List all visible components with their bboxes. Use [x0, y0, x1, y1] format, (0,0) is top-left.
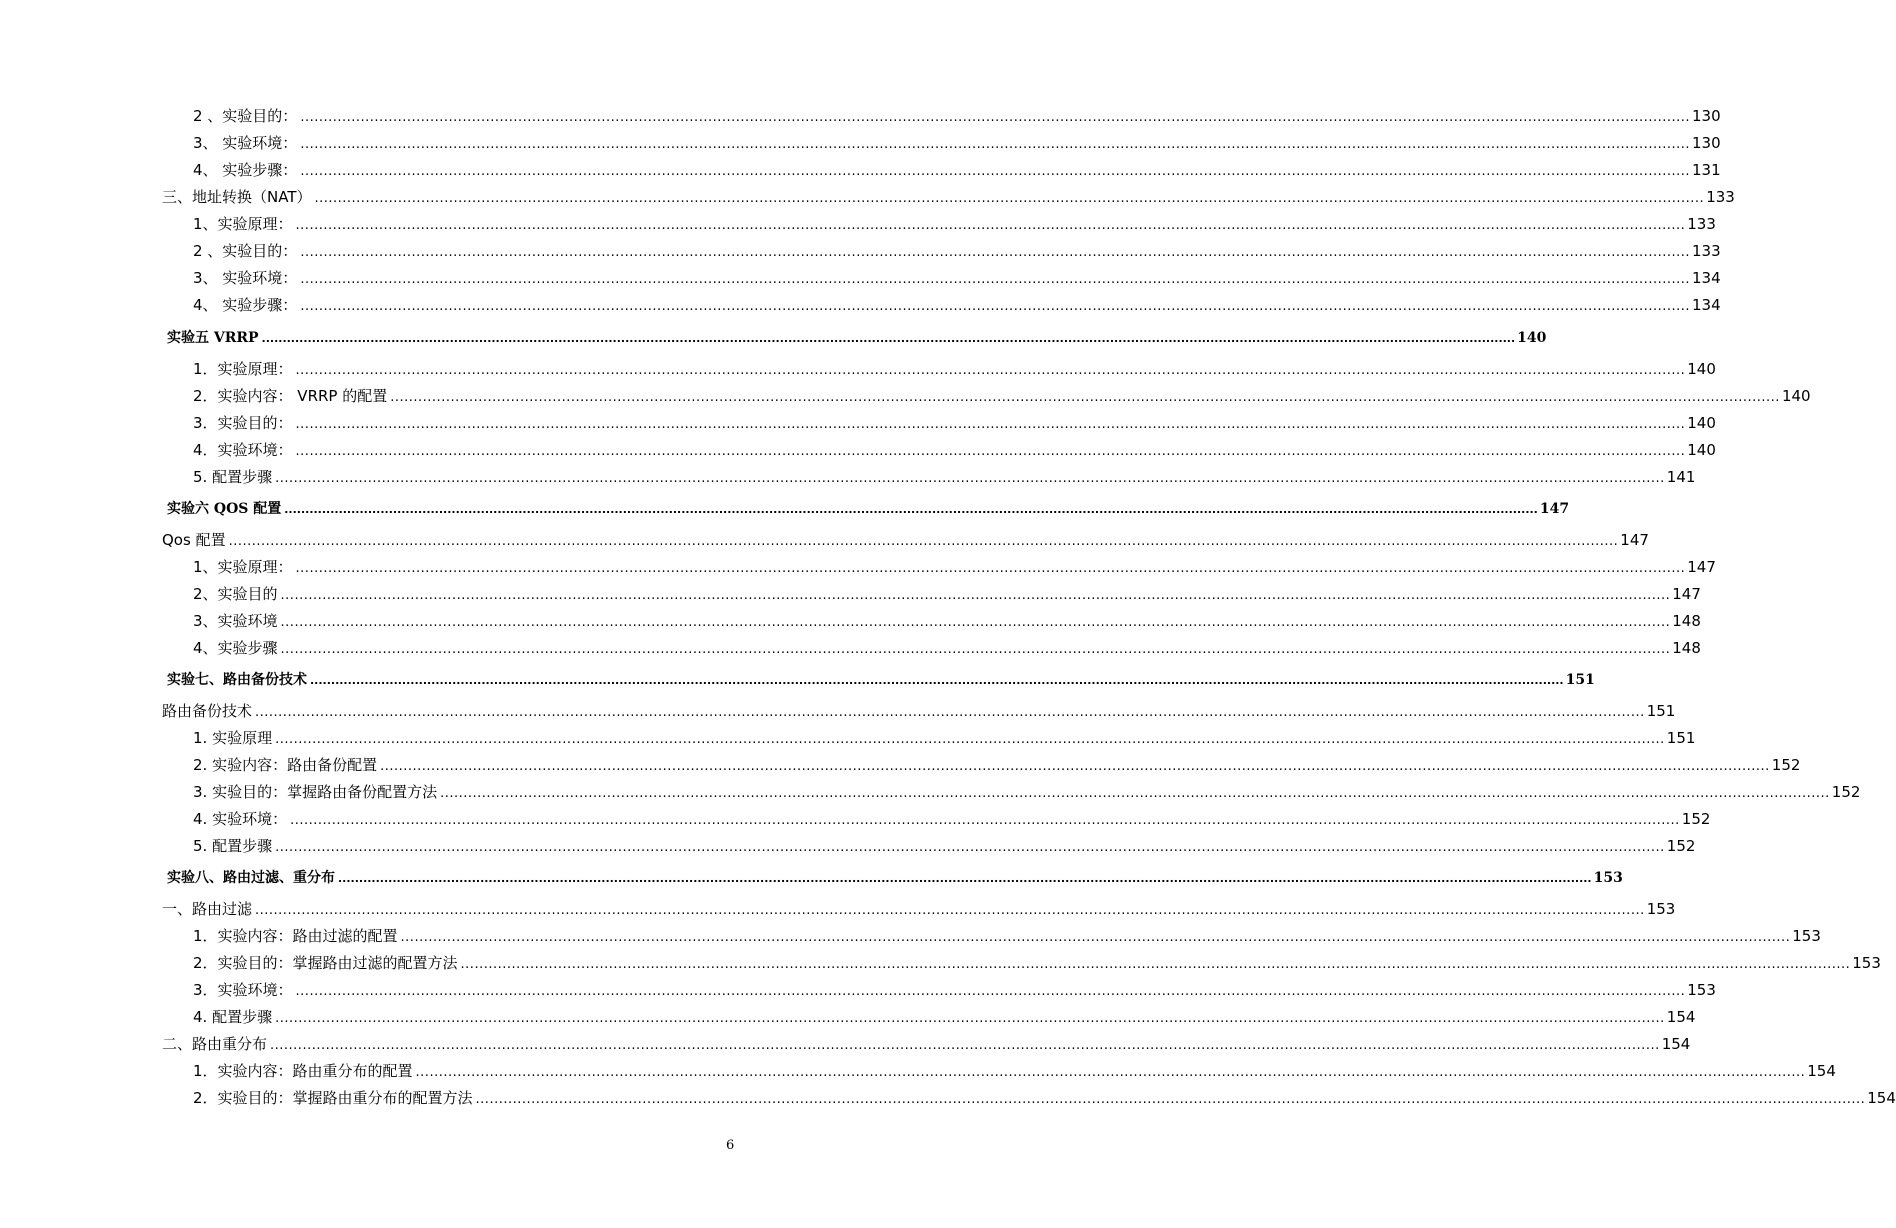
dot-leader: ............................................................................................................................................................................................................................................................................................................	[255, 903, 1645, 918]
dot-leader: ............................................................................................................................................................................................................................................................................................................	[460, 957, 1851, 972]
toc-entry-page: 152	[1831, 783, 1861, 801]
dot-leader: ............................................................................................................................................................................................................................................................................................................	[280, 615, 1671, 630]
toc-section[interactable]	[162, 530, 1649, 550]
toc-chapter[interactable]	[167, 670, 1595, 690]
toc-entry-page: 154	[1867, 1089, 1896, 1107]
toc-entry-title: 实验七、路由备份技术	[167, 672, 307, 688]
toc-entry-page: 130	[1692, 107, 1721, 125]
toc-entry-page: 133	[1692, 242, 1721, 260]
dot-leader: ............................................................................................................................................................................................................................................................................................................	[310, 674, 1564, 687]
toc-entry-page: 134	[1692, 269, 1721, 287]
toc-entry-title: Qos 配置	[162, 531, 226, 549]
dot-leader: ............................................................................................................................................................................................................................................................................................................	[475, 1092, 1866, 1107]
toc-entry-title: 1．实验内容：路由过滤的配置	[193, 927, 398, 945]
toc-entry-title: 4、实验步骤	[193, 639, 278, 657]
dot-leader: ............................................................................................................................................................................................................................................................................................................	[338, 872, 1592, 885]
toc-subsection[interactable]	[193, 809, 1711, 829]
toc-subsection[interactable]	[193, 160, 1721, 180]
toc-entry-title: 1、实验原理：	[193, 558, 293, 576]
dot-leader: ............................................................................................................................................................................................................................................................................................................	[295, 984, 1686, 999]
toc-subsection[interactable]	[193, 106, 1721, 126]
toc-entry-title: 5. 配置步骤	[193, 837, 273, 855]
toc-section[interactable]	[162, 899, 1676, 919]
dot-leader: ............................................................................................................................................................................................................................................................................................................	[275, 1011, 1665, 1026]
toc-subsection[interactable]	[193, 1061, 1836, 1081]
toc-entry-page: 140	[1517, 330, 1547, 346]
toc-subsection[interactable]	[193, 386, 1811, 406]
toc-entry-page: 153	[1852, 954, 1881, 972]
toc-entry-title: 实验八、路由过滤、重分布	[167, 870, 335, 886]
toc-subsection[interactable]	[193, 241, 1721, 261]
dot-leader: ............................................................................................................................................................................................................................................................................................................	[300, 272, 1691, 287]
dot-leader: ............................................................................................................................................................................................................................................................................................................	[275, 840, 1665, 855]
toc-entry-page: 154	[1661, 1035, 1691, 1053]
dot-leader: ............................................................................................................................................................................................................................................................................................................	[295, 218, 1686, 233]
toc-subsection[interactable]	[193, 268, 1721, 288]
toc-subsection[interactable]	[193, 133, 1721, 153]
toc-entry-title: 2．实验目的：掌握路由重分布的配置方法	[193, 1089, 473, 1107]
toc-entry-page: 147	[1620, 531, 1649, 549]
toc-entry-title: 2 、实验目的：	[193, 107, 298, 125]
toc-entry-title: 4、 实验步骤：	[193, 161, 298, 179]
dot-leader: ............................................................................................................................................................................................................................................................................................................	[295, 417, 1686, 432]
toc-entry-page: 154	[1807, 1062, 1836, 1080]
toc-entry-title: 3. 实验目的：掌握路由备份配置方法	[193, 783, 438, 801]
toc-entry-page: 147	[1539, 501, 1570, 517]
toc-subsection[interactable]	[193, 214, 1716, 234]
toc-entry-title: 3．实验环境：	[193, 981, 293, 999]
toc-entry-title: 3、 实验环境：	[193, 134, 298, 152]
dot-leader: ............................................................................................................................................................................................................................................................................................................	[270, 1038, 1660, 1053]
toc-entry-page: 140	[1781, 387, 1811, 405]
toc-entry-title: 2 、实验目的：	[193, 242, 298, 260]
toc-entry-page: 147	[1687, 558, 1716, 576]
dot-leader: ............................................................................................................................................................................................................................................................................................................	[261, 332, 1516, 345]
toc-entry-page: 151	[1666, 729, 1696, 747]
toc-chapter[interactable]	[167, 868, 1623, 888]
dot-leader: ............................................................................................................................................................................................................................................................................................................	[400, 930, 1791, 945]
toc-entry-title: 4．实验环境：	[193, 441, 293, 459]
toc-entry-page: 140	[1687, 360, 1716, 378]
toc-entry-title: 三、地址转换（NAT）	[162, 188, 312, 206]
dot-leader: ............................................................................................................................................................................................................................................................................................................	[295, 444, 1686, 459]
toc-entry-page: 153	[1593, 870, 1623, 886]
dot-leader: ............................................................................................................................................................................................................................................................................................................	[314, 191, 1705, 206]
toc-entry-page: 140	[1687, 414, 1716, 432]
toc-entry-page: 154	[1666, 1008, 1696, 1026]
toc-subsection[interactable]	[193, 953, 1881, 973]
toc-entry-title: 3、实验环境	[193, 612, 278, 630]
toc-entry-page: 133	[1687, 215, 1716, 233]
toc-entry-page: 130	[1692, 134, 1721, 152]
dot-leader: ............................................................................................................................................................................................................................................................................................................	[275, 471, 1665, 486]
toc-subsection[interactable]	[193, 413, 1716, 433]
toc-subsection[interactable]	[193, 1088, 1896, 1108]
toc-entry-title: 2、实验目的	[193, 585, 278, 603]
dot-leader: ............................................................................................................................................................................................................................................................................................................	[280, 588, 1671, 603]
dot-leader: ............................................................................................................................................................................................................................................................................................................	[415, 1065, 1806, 1080]
toc-section[interactable]	[162, 1034, 1691, 1054]
toc-entry-page: 152	[1666, 837, 1696, 855]
toc-entry-title: 4、 实验步骤：	[193, 296, 298, 314]
toc-entry-page: 147	[1672, 585, 1701, 603]
dot-leader: ............................................................................................................................................................................................................................................................................................................	[275, 732, 1665, 747]
toc-entry-title: 实验六 QOS 配置	[167, 501, 282, 517]
toc-subsection[interactable]	[193, 836, 1696, 856]
toc-entry-page: 133	[1706, 188, 1735, 206]
toc-entry-title: 1．实验原理：	[193, 360, 293, 378]
toc-subsection[interactable]	[193, 584, 1701, 604]
page-number: 6	[726, 1138, 735, 1153]
dot-leader: ............................................................................................................................................................................................................................................................................................................	[390, 390, 1780, 405]
dot-leader: ............................................................................................................................................................................................................................................................................................................	[300, 245, 1691, 260]
toc-subsection[interactable]	[193, 755, 1801, 775]
toc-subsection[interactable]	[193, 782, 1861, 802]
toc-entry-page: 148	[1672, 612, 1701, 630]
toc-entry-page: 140	[1687, 441, 1716, 459]
dot-leader: ............................................................................................................................................................................................................................................................................................................	[295, 561, 1686, 576]
toc-subsection[interactable]	[193, 1007, 1696, 1027]
toc-subsection[interactable]	[193, 467, 1696, 487]
toc-entry-title: 5. 配置步骤	[193, 468, 273, 486]
toc-entry-title: 2．实验目的：掌握路由过滤的配置方法	[193, 954, 458, 972]
toc-entry-title: 2. 实验内容：路由备份配置	[193, 756, 378, 774]
toc-subsection[interactable]	[193, 926, 1821, 946]
toc-entry-page: 151	[1565, 672, 1595, 688]
toc-section[interactable]	[162, 187, 1735, 207]
toc-entry-page: 153	[1792, 927, 1821, 945]
toc-subsection[interactable]	[193, 980, 1716, 1000]
toc-section[interactable]	[162, 701, 1676, 721]
toc-subsection[interactable]	[193, 638, 1701, 658]
toc-subsection[interactable]	[193, 359, 1716, 379]
toc-entry-page: 152	[1771, 756, 1801, 774]
toc-entry-title: 1. 实验原理	[193, 729, 273, 747]
toc-subsection[interactable]	[193, 557, 1716, 577]
dot-leader: ............................................................................................................................................................................................................................................................................................................	[300, 137, 1691, 152]
dot-leader: ............................................................................................................................................................................................................................................................................................................	[228, 534, 1619, 549]
toc-subsection[interactable]	[193, 295, 1721, 315]
dot-leader: ............................................................................................................................................................................................................................................................................................................	[290, 813, 1680, 828]
dot-leader: ............................................................................................................................................................................................................................................................................................................	[300, 110, 1691, 125]
toc-entry-page: 152	[1681, 810, 1711, 828]
toc-entry-page: 151	[1646, 702, 1676, 720]
toc-chapter[interactable]	[167, 499, 1570, 519]
toc-chapter[interactable]	[167, 328, 1547, 348]
toc-entry-title: 3．实验目的：	[193, 414, 293, 432]
toc-entry-page: 148	[1672, 639, 1701, 657]
toc-entry-title: 实验五 VRRP	[167, 330, 259, 346]
toc-subsection[interactable]	[193, 611, 1701, 631]
dot-leader: ............................................................................................................................................................................................................................................................................................................	[280, 642, 1671, 657]
toc-entry-title: 2．实验内容： VRRP 的配置	[193, 387, 388, 405]
toc-entry-page: 153	[1646, 900, 1676, 918]
toc-entry-page: 131	[1692, 161, 1721, 179]
toc-entry-title: 1．实验内容：路由重分布的配置	[193, 1062, 413, 1080]
toc-entry-page: 134	[1692, 296, 1721, 314]
dot-leader: ............................................................................................................................................................................................................................................................................................................	[255, 705, 1645, 720]
dot-leader: ............................................................................................................................................................................................................................................................................................................	[295, 363, 1686, 378]
toc-subsection[interactable]	[193, 728, 1696, 748]
dot-leader: ............................................................................................................................................................................................................................................................................................................	[440, 786, 1830, 801]
dot-leader: ............................................................................................................................................................................................................................................................................................................	[380, 759, 1770, 774]
toc-entry-title: 二、路由重分布	[162, 1035, 268, 1053]
toc-entry-page: 153	[1687, 981, 1716, 999]
toc-entry-page: 141	[1666, 468, 1696, 486]
toc-entry-title: 路由备份技术	[162, 702, 253, 720]
toc-subsection[interactable]	[193, 440, 1716, 460]
toc-entry-title: 4. 配置步骤	[193, 1008, 273, 1026]
dot-leader: ............................................................................................................................................................................................................................................................................................................	[300, 164, 1691, 179]
toc-entry-title: 1、实验原理：	[193, 215, 293, 233]
dot-leader: ............................................................................................................................................................................................................................................................................................................	[300, 299, 1691, 314]
toc-entry-title: 3、 实验环境：	[193, 269, 298, 287]
toc-entry-title: 4. 实验环境：	[193, 810, 288, 828]
toc-entry-title: 一、路由过滤	[162, 900, 253, 918]
dot-leader: ............................................................................................................................................................................................................................................................................................................	[284, 503, 1538, 516]
